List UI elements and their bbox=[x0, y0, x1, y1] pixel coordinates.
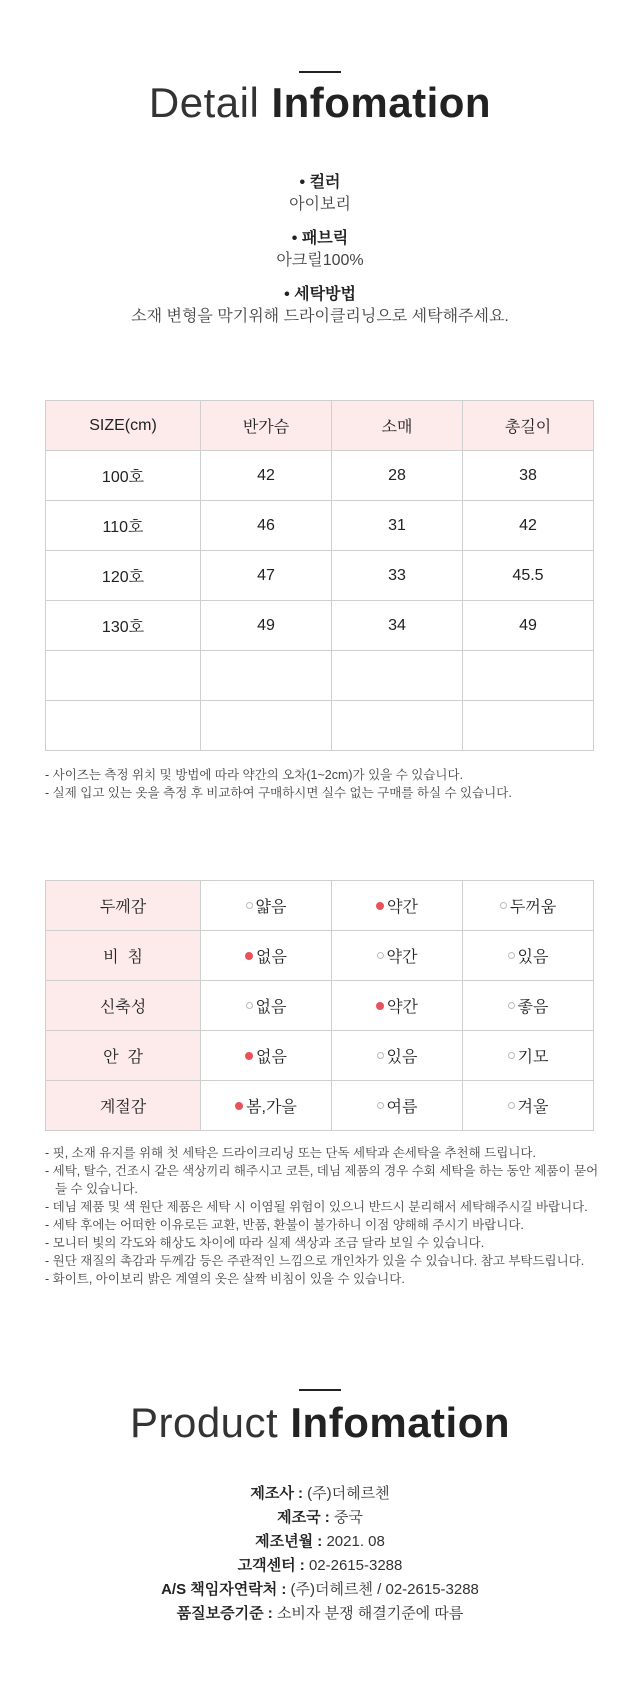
option-dot-icon bbox=[246, 1002, 253, 1009]
detail-item-wash bbox=[0, 284, 640, 328]
feel-option bbox=[201, 1031, 332, 1081]
table-row bbox=[46, 651, 594, 701]
product-info-row bbox=[0, 1482, 640, 1506]
size-cell: 47 bbox=[201, 551, 332, 601]
care-note: - 모니터 빛의 각도와 해상도 차이에 따라 실제 색상과 조금 달라 보일 수 있습니다. bbox=[45, 1236, 485, 1250]
option-label: 없음 bbox=[255, 999, 287, 1016]
option-label: 약간 bbox=[386, 949, 418, 966]
size-cell: 49 bbox=[201, 601, 332, 651]
detail-list bbox=[0, 172, 640, 340]
size-table bbox=[45, 400, 594, 751]
detail-title-rule bbox=[299, 71, 341, 73]
feel-option bbox=[332, 931, 463, 981]
feel-label: 신축성 bbox=[46, 981, 201, 1031]
product-info-value: (주)더헤르첸 bbox=[307, 1485, 390, 1502]
feel-option bbox=[463, 981, 594, 1031]
size-note: - 실제 입고 있는 옷을 측정 후 비교하여 구매하시면 실수 없는 구매를 하실 수 있습니다. bbox=[45, 786, 512, 800]
detail-title-light: Detail bbox=[148, 79, 260, 126]
care-notes bbox=[45, 1144, 605, 1288]
product-info-key: 품질보증기준 : bbox=[176, 1605, 273, 1622]
table-row bbox=[46, 1031, 594, 1081]
size-cell bbox=[463, 651, 594, 701]
size-header-size: SIZE(cm) bbox=[46, 401, 201, 451]
detail-title-bold: Infomation bbox=[271, 79, 492, 126]
size-header-chest: 반가슴 bbox=[201, 401, 332, 451]
size-note: - 사이즈는 측정 위치 및 방법에 따라 약간의 오차(1~2cm)가 있을 수 있습니다. bbox=[45, 768, 464, 782]
care-note: - 세탁, 탈수, 건조시 같은 색상끼리 해주시고 코튼, 데님 제품의 경우 수회 세탁을 하는 동안 제품이 묻어들 수 있습니다. bbox=[45, 1164, 599, 1196]
option-dot-icon bbox=[508, 1052, 515, 1059]
detail-value: 아이보리 bbox=[289, 196, 351, 213]
option-label: 없음 bbox=[256, 949, 287, 966]
size-cell: 28 bbox=[332, 451, 463, 501]
size-table-header-row bbox=[46, 401, 594, 451]
table-row bbox=[46, 881, 594, 931]
feel-option bbox=[332, 1031, 463, 1081]
option-dot-icon bbox=[376, 902, 384, 910]
option-dot-icon bbox=[377, 1052, 384, 1059]
product-info-key: 제조사 : bbox=[250, 1485, 303, 1502]
feel-option bbox=[463, 1081, 594, 1131]
option-label: 있음 bbox=[386, 1049, 418, 1066]
product-info-row bbox=[0, 1578, 640, 1602]
option-label: 여름 bbox=[386, 1099, 418, 1116]
size-cell: 130호 bbox=[46, 601, 201, 651]
care-note: - 원단 재질의 촉감과 두께감 등은 주관적인 느낌으로 개인차가 있을 수 있습니다. 참고 부탁드립니다. bbox=[45, 1254, 585, 1268]
feel-option bbox=[332, 1081, 463, 1131]
size-cell: 46 bbox=[201, 501, 332, 551]
table-row bbox=[46, 451, 594, 501]
size-cell: 31 bbox=[332, 501, 463, 551]
feel-label: 두께감 bbox=[46, 881, 201, 931]
feel-option bbox=[201, 981, 332, 1031]
size-cell bbox=[463, 701, 594, 751]
care-note: - 핏, 소재 유지를 위해 첫 세탁은 드라이크리닝 또는 단독 세탁과 손세탁을 추천해 드립니다. bbox=[45, 1146, 536, 1160]
option-label: 두꺼움 bbox=[509, 899, 557, 916]
table-row bbox=[46, 1081, 594, 1131]
size-cell: 34 bbox=[332, 601, 463, 651]
option-dot-icon bbox=[508, 1002, 515, 1009]
option-dot-icon bbox=[245, 952, 253, 960]
size-cell bbox=[201, 651, 332, 701]
detail-title bbox=[0, 80, 640, 126]
product-title-light: Product bbox=[129, 1399, 279, 1446]
product-title-bold: Infomation bbox=[290, 1399, 511, 1446]
product-info-row bbox=[0, 1530, 640, 1554]
table-row bbox=[46, 701, 594, 751]
feel-option bbox=[463, 1031, 594, 1081]
option-dot-icon bbox=[377, 952, 384, 959]
product-info-key: 제조년월 : bbox=[255, 1533, 323, 1550]
product-info-key: 제조국 : bbox=[277, 1509, 330, 1526]
size-notes bbox=[45, 766, 605, 802]
detail-item-color bbox=[0, 172, 640, 216]
size-cell: 120호 bbox=[46, 551, 201, 601]
option-label: 기모 bbox=[517, 1049, 549, 1066]
size-cell: 100호 bbox=[46, 451, 201, 501]
option-dot-icon bbox=[377, 1102, 384, 1109]
option-dot-icon bbox=[508, 1102, 515, 1109]
detail-label: • 패브릭 bbox=[291, 230, 349, 247]
option-label: 없음 bbox=[256, 1049, 287, 1066]
product-info-value: (주)더헤르첸 / 02-2615-3288 bbox=[290, 1581, 479, 1598]
feel-label: 비 침 bbox=[46, 931, 201, 981]
option-dot-icon bbox=[235, 1102, 243, 1110]
size-cell: 42 bbox=[463, 501, 594, 551]
feel-option bbox=[201, 1081, 332, 1131]
option-dot-icon bbox=[246, 902, 253, 909]
option-dot-icon bbox=[376, 1002, 384, 1010]
product-info-value: 중국 bbox=[333, 1509, 363, 1526]
table-row bbox=[46, 551, 594, 601]
option-label: 약간 bbox=[387, 899, 418, 916]
product-info-value: 02-2615-3288 bbox=[308, 1557, 403, 1574]
detail-item-fabric bbox=[0, 228, 640, 272]
size-cell: 33 bbox=[332, 551, 463, 601]
size-cell bbox=[332, 651, 463, 701]
detail-label: • 컬러 bbox=[299, 174, 341, 191]
size-cell: 45.5 bbox=[463, 551, 594, 601]
feel-option bbox=[463, 931, 594, 981]
size-cell bbox=[201, 701, 332, 751]
care-note: - 화이트, 아이보리 밝은 계열의 옷은 살짝 비침이 있을 수 있습니다. bbox=[45, 1272, 405, 1286]
product-info-key: 고객센터 : bbox=[237, 1557, 305, 1574]
care-note: - 데님 제품 및 색 원단 제품은 세탁 시 이염될 위험이 있으니 반드시 분리해서 세탁해주시길 바랍니다. bbox=[45, 1200, 588, 1214]
product-info-value: 소비자 분쟁 해결기준에 따름 bbox=[276, 1605, 464, 1622]
feel-label: 안 감 bbox=[46, 1031, 201, 1081]
feel-option bbox=[332, 881, 463, 931]
feel-option bbox=[201, 931, 332, 981]
product-title bbox=[0, 1400, 640, 1446]
size-cell: 110호 bbox=[46, 501, 201, 551]
product-info-row bbox=[0, 1602, 640, 1626]
size-cell: 38 bbox=[463, 451, 594, 501]
option-label: 좋음 bbox=[517, 999, 549, 1016]
table-row bbox=[46, 601, 594, 651]
option-dot-icon bbox=[508, 952, 515, 959]
size-cell bbox=[332, 701, 463, 751]
feel-option bbox=[332, 981, 463, 1031]
size-cell: 49 bbox=[463, 601, 594, 651]
care-note: - 세탁 후에는 어떠한 이유로든 교환, 반품, 환불이 불가하니 이점 양해해 주시기 바랍니다. bbox=[45, 1218, 524, 1232]
size-header-length: 총길이 bbox=[463, 401, 594, 451]
size-header-sleeve: 소매 bbox=[332, 401, 463, 451]
option-label: 있음 bbox=[517, 949, 549, 966]
product-info-list bbox=[0, 1482, 640, 1626]
detail-value: 아크릴100% bbox=[276, 252, 364, 269]
option-label: 봄,가을 bbox=[246, 1099, 297, 1116]
table-row bbox=[46, 501, 594, 551]
option-label: 얇음 bbox=[255, 899, 287, 916]
feel-table bbox=[45, 880, 594, 1131]
table-row bbox=[46, 981, 594, 1031]
option-dot-icon bbox=[500, 902, 507, 909]
detail-label: • 세탁방법 bbox=[284, 286, 356, 303]
product-title-rule bbox=[299, 1389, 341, 1391]
table-row bbox=[46, 931, 594, 981]
size-cell: 42 bbox=[201, 451, 332, 501]
product-info-value: 2021. 08 bbox=[326, 1533, 385, 1550]
option-label: 약간 bbox=[387, 999, 418, 1016]
feel-option bbox=[463, 881, 594, 931]
product-info-key: A/S 책임자연락처 : bbox=[161, 1581, 287, 1598]
product-info-row bbox=[0, 1554, 640, 1578]
feel-option bbox=[201, 881, 332, 931]
product-info-row bbox=[0, 1506, 640, 1530]
feel-label: 계절감 bbox=[46, 1081, 201, 1131]
option-label: 겨울 bbox=[517, 1099, 549, 1116]
detail-value: 소재 변형을 막기위해 드라이클리닝으로 세탁해주세요. bbox=[131, 308, 509, 325]
size-cell bbox=[46, 701, 201, 751]
size-cell bbox=[46, 651, 201, 701]
option-dot-icon bbox=[245, 1052, 253, 1060]
